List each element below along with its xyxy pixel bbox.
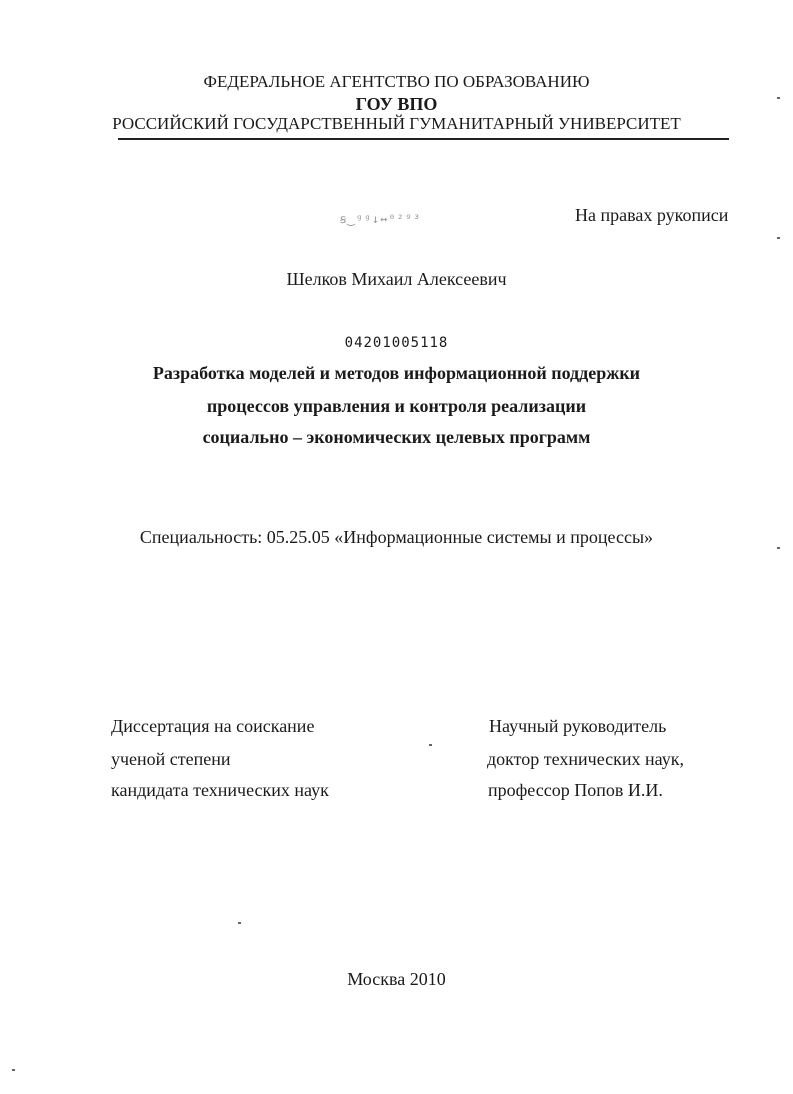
title-line-2: процессов управления и контроля реализации	[206, 396, 587, 416]
author-name: Шелков Михаил Алексеевич	[286, 269, 507, 289]
agency-heading: ФЕДЕРАЛЬНОЕ АГЕНТСТВО ПО ОБРАЗОВАНИЮ	[203, 72, 590, 91]
degree-line-3: кандидата технических наук	[111, 780, 329, 800]
title-line-1: Разработка моделей и методов информационной поддержки	[152, 363, 641, 383]
scan-speck	[238, 922, 241, 924]
city-year: Москва 2010	[347, 969, 446, 989]
scan-speck	[777, 547, 780, 549]
manuscript-note: На правах рукописи	[575, 205, 729, 225]
header-divider	[118, 138, 729, 140]
scan-speck	[777, 97, 780, 99]
advisor-line-3: профессор Попов И.И.	[488, 780, 663, 800]
title-line-3: социально – экономических целевых программ	[202, 427, 591, 447]
library-stamp: ꞩ‿ᵍᵍ↓↔⁰²⁹³	[340, 212, 422, 226]
org-heading: ГОУ ВПО	[355, 94, 438, 114]
degree-line-2: ученой степени	[111, 749, 231, 769]
degree-line-1: Диссертация на соискание	[111, 716, 315, 736]
document-code: 04201005118	[344, 335, 449, 351]
university-heading: РОССИЙСКИЙ ГОСУДАРСТВЕННЫЙ ГУМАНИТАРНЫЙ УНИВЕРСИТЕТ	[112, 114, 681, 133]
scan-speck	[12, 1069, 15, 1071]
specialty: Специальность: 05.25.05 «Информационные системы и процессы»	[139, 527, 654, 547]
scan-speck	[429, 744, 432, 746]
advisor-line-2: доктор технических наук,	[487, 749, 684, 769]
scan-speck	[777, 237, 780, 239]
advisor-line-1: Научный руководитель	[489, 716, 667, 736]
